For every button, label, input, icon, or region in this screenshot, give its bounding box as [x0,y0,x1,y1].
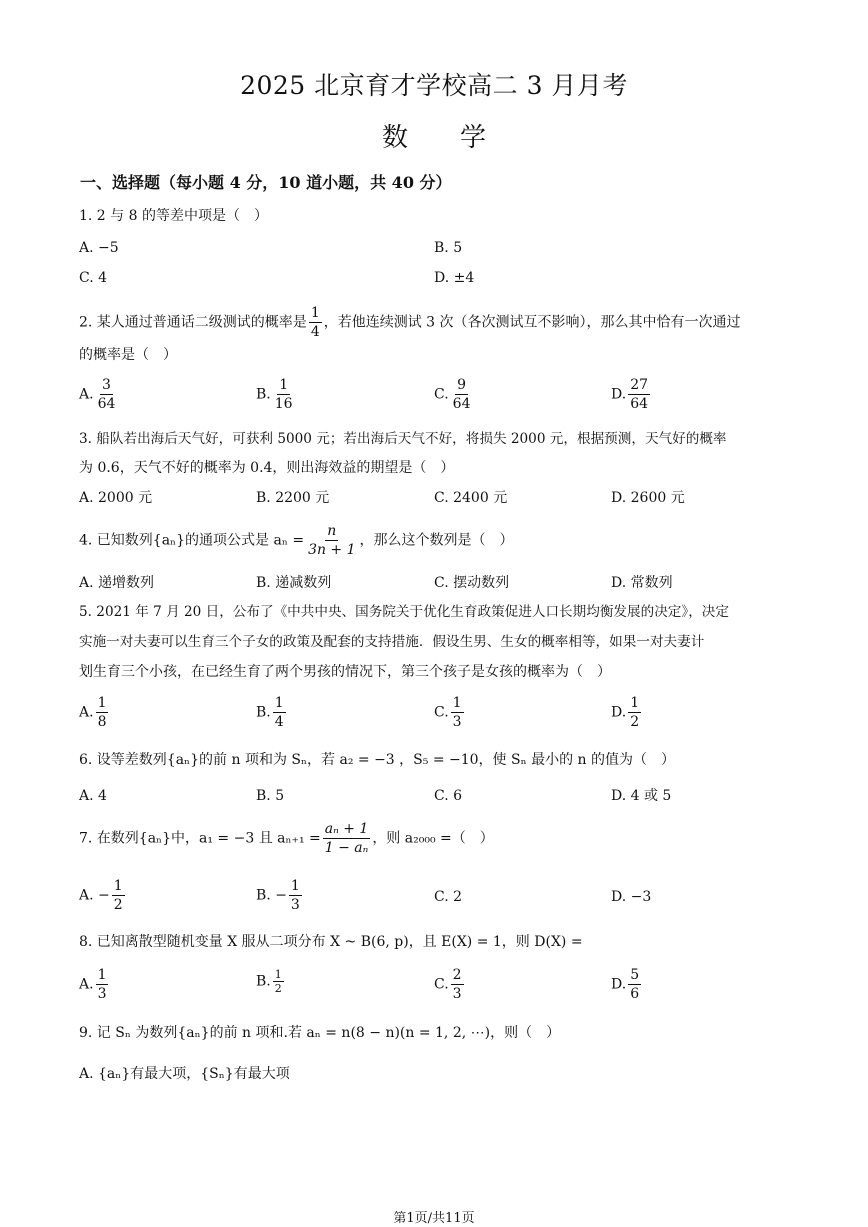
question-5-cont-1: 实施一对夫妻可以生育三个子女的政策及配套的支持措施．假设生男、生女的概率相等，如果一对夫妻计 [79,634,705,650]
question-1: 1. 2 与 8 的等差中项是（ ） [79,208,268,224]
q1-option-a: A. −5 [79,240,119,256]
question-5: 5. 2021 年 7 月 20 日，公布了《中共中央、国务院关于优化生育政策促进人口长期均衡发展的决定》，决定 [79,604,729,620]
q3-option-b: B. 2200 元 [256,490,330,506]
q7-option-d: D. −3 [611,889,652,905]
q2-option-d: D. $\frac{27}{64}$ [611,377,649,412]
q8-option-c: C. $\frac{2}{3}$ [434,967,462,1002]
q2-option-a: A. $\frac{3}{64}$ [79,377,116,412]
q7-option-b: B. − $\frac{1}{3}$ [256,878,300,913]
exam-title: 2025 北京育才学校高二 3 月月考 [240,71,628,100]
q5-option-d: D. $\frac{1}{2}$ [611,695,640,730]
question-4: 4. 已知数列{aₙ}的通项公式是 aₙ = $\frac{n}{3n + 1}$ ，那么这个数列是（ ） [79,523,514,558]
q3-option-a: A. 2000 元 [79,490,153,506]
section-heading: 一、选择题（每小题 4 分，10 道小题，共 40 分） [80,173,452,192]
q4-option-c: C. 摆动数列 [434,575,510,591]
q5-option-a: A. $\frac{1}{8}$ [79,695,107,730]
question-2-cont: 的概率是（ ） [79,347,177,363]
question-5-cont-2: 划生育三个小孩，在已经生育了两个男孩的情况下，第三个孩子是女孩的概率为（ ） [79,664,611,680]
q4-option-a: A. 递增数列 [79,575,155,591]
q6-option-d: D. 4 或 5 [611,788,672,804]
q1-option-b: B. 5 [434,240,463,256]
q4-option-b: B. 递减数列 [256,575,332,591]
q9-option-a: A. {aₙ}有最大项，{Sₙ}有最大项 [79,1066,290,1082]
q5-option-b: B. $\frac{1}{4}$ [256,695,284,730]
subject-title: 数 学 [381,123,486,153]
q7-option-c: C. 2 [434,889,463,905]
q8-option-a: A. $\frac{1}{3}$ [79,967,107,1002]
question-6: 6. 设等差数列{aₙ}的前 n 项和为 Sₙ，若 a₂ = −3 ，S₅ = −10，使 Sₙ 最小的 n 的值为（ ） [79,752,676,768]
question-3: 3. 船队若出海后天气好，可获利 5000 元；若出海后天气不好，将损失 2000 元，根据预测，天气好的概率 [79,431,727,447]
question-7: 7. 在数列{aₙ}中，a₁ = −3 且 aₙ₊₁ = $\frac{\text{aₙ + 1}}{\text{1 − aₙ}}$ ，则 a₂₀₀₀ =（ ） [79,821,494,856]
q2-option-b: B. $\frac{1}{16}$ [256,377,293,412]
q3-option-c: C. 2400 元 [434,490,508,506]
q3-option-d: D. 2600 元 [611,490,685,506]
question-8: 8. 已知离散型随机变量 X 服从二项分布 X ~ B(6, p)，且 E(X) = 1，则 D(X) = [79,934,583,950]
q1-option-c: C. 4 [79,270,108,286]
q7-option-a: A. − $\frac{1}{2}$ [79,878,123,913]
q1-option-d: D. ±4 [434,270,475,286]
fraction: $\frac{1}{4}$ [310,305,320,340]
q4-option-d: D. 常数列 [611,575,673,591]
question-2: 2. 某人通过普通话二级测试的概率是 $\frac{1}{4}$ ，若他连续测试 3 次（各次测试互不影响），那么其中恰有一次通过 [79,305,741,340]
q2-option-c: C. $\frac{9}{64}$ [434,377,471,412]
q5-option-c: C. $\frac{1}{3}$ [434,695,462,730]
q6-option-c: C. 6 [434,788,463,804]
q6-option-a: A. 4 [79,788,107,804]
q6-option-b: B. 5 [256,788,285,804]
page-footer: 第1页/共11页 [393,1211,475,1226]
question-3-cont: 为 0.6，天气不好的概率为 0.4，则出海效益的期望是（ ） [79,460,455,476]
q8-option-d: D. $\frac{5}{6}$ [611,967,640,1002]
q8-option-b: B. $\frac{1}{2}$ [256,968,282,995]
question-9: 9. 记 Sₙ 为数列{aₙ}的前 n 项和.若 aₙ = n(8 − n)(n = 1, 2, ⋯)，则（ ） [79,1025,561,1041]
